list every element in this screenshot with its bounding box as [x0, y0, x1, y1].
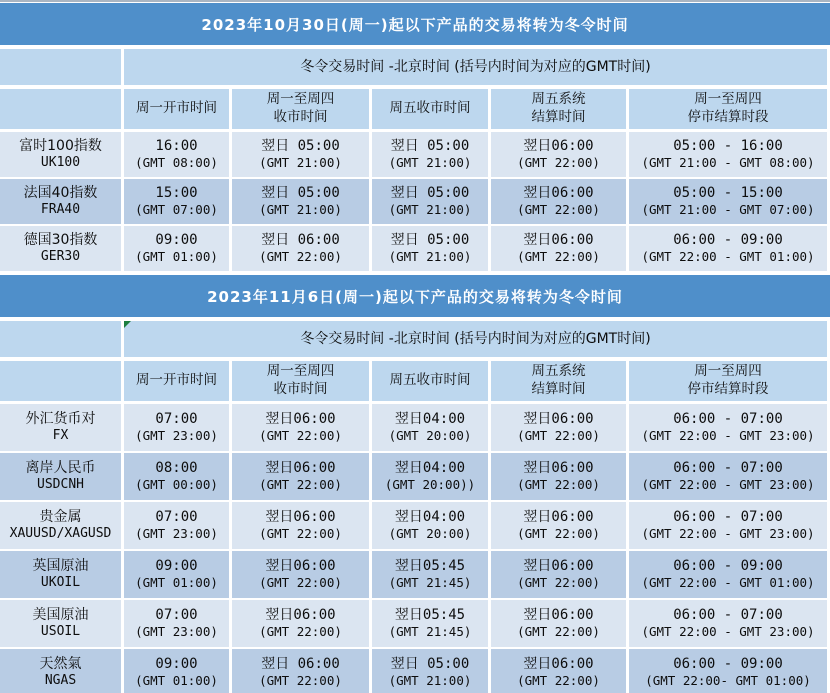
column-header-cell [232, 361, 369, 401]
time-cell [629, 453, 827, 500]
time-value: 翌日06:00 [265, 607, 336, 624]
product-cell [0, 179, 121, 224]
gmt-value: (GMT 22:00) [517, 477, 600, 493]
gmt-value: (GMT 21:00) [388, 673, 472, 689]
gmt-value: (GMT 22:00) [517, 249, 600, 265]
column-header-cell [124, 361, 229, 401]
time-cell [629, 226, 827, 271]
time-value: 05:00 - 16:00 [673, 138, 783, 155]
time-value: 翌日 05:00 [390, 138, 470, 155]
time-cell [629, 600, 827, 647]
product-cell [0, 649, 121, 693]
top-border [0, 0, 830, 2]
gmt-value: (GMT 20:00)) [384, 477, 476, 493]
gmt-value: (GMT 01:00) [135, 249, 218, 265]
gmt-value: (GMT 21:00) [388, 249, 472, 265]
time-value: 翌日 05:00 [261, 138, 340, 155]
column-header-line: 结算时间 [531, 381, 586, 397]
time-cell [629, 132, 827, 177]
gmt-value: (GMT 22:00 - GMT 23:00) [641, 526, 815, 542]
time-value: 07:00 [155, 509, 198, 526]
gmt-value: (GMT 22:00) [259, 575, 342, 591]
subheader-cell [124, 321, 827, 357]
time-cell [491, 600, 626, 647]
product-code: FX [52, 428, 69, 444]
column-header-cell [124, 89, 229, 129]
time-cell [372, 453, 488, 500]
time-value: 06:00 - 07:00 [673, 411, 783, 428]
time-value: 15:00 [155, 185, 198, 202]
time-cell [232, 502, 369, 549]
time-value: 翌日06:00 [523, 509, 594, 526]
product-cell [0, 132, 121, 177]
corner-cell [0, 89, 121, 129]
column-header-line: 周五收市时间 [389, 372, 471, 389]
column-header-line: 周五收市时间 [389, 100, 471, 117]
time-cell [372, 179, 488, 224]
product-code: XAUUSD/XAGUSD [9, 526, 112, 542]
gmt-value: (GMT 22:00) [259, 428, 342, 444]
time-value: 06:00 - 09:00 [673, 232, 783, 249]
time-cell [232, 551, 369, 598]
gmt-value: (GMT 21:00) [388, 155, 472, 171]
product-code: UK100 [40, 155, 81, 171]
column-header-cell [372, 89, 488, 129]
product-name: 富时100指数 [19, 137, 102, 154]
time-cell [372, 600, 488, 647]
time-value: 翌日04:00 [394, 411, 466, 428]
time-value: 翌日06:00 [265, 411, 336, 428]
time-value: 06:00 - 09:00 [673, 558, 783, 575]
gmt-value: (GMT 00:00) [135, 477, 218, 493]
column-header-line: 结算时间 [531, 109, 586, 125]
product-name: 英国原油 [32, 557, 89, 574]
time-cell [491, 502, 626, 549]
gmt-value: (GMT 07:00) [135, 202, 218, 218]
schedule-section-oct30 [0, 3, 830, 271]
corner-cell [0, 49, 121, 85]
time-value: 翌日06:00 [265, 509, 336, 526]
section-banner: 2023年11月6日(周一)起以下产品的交易将转为冬令时间 [0, 275, 830, 317]
column-header-line: 停市结算时段 [687, 381, 769, 397]
time-cell [232, 404, 369, 451]
time-value: 翌日 05:00 [261, 185, 340, 202]
time-value: 16:00 [155, 138, 198, 155]
product-code: GER30 [40, 249, 81, 265]
time-cell [372, 226, 488, 271]
time-value: 翌日06:00 [523, 185, 594, 202]
product-name: 天然氣 [39, 655, 82, 672]
product-cell [0, 226, 121, 271]
header-grid [0, 321, 827, 401]
time-cell [372, 502, 488, 549]
table-body [0, 132, 827, 271]
time-value: 翌日05:45 [394, 607, 466, 624]
time-cell [232, 453, 369, 500]
gmt-value: (GMT 22:00 - GMT 01:00) [641, 249, 815, 265]
time-value: 翌日06:00 [523, 411, 594, 428]
time-value: 翌日 05:00 [390, 656, 470, 673]
column-header-line: 周一至周四 [694, 91, 762, 108]
gmt-value: (GMT 20:00) [388, 526, 472, 542]
time-value: 翌日 06:00 [261, 656, 340, 673]
gmt-value: (GMT 22:00 - GMT 23:00) [641, 428, 815, 444]
gmt-value: (GMT 20:00) [388, 428, 472, 444]
gmt-value: (GMT 22:00) [259, 673, 342, 689]
column-header-cell [629, 89, 827, 129]
time-value: 翌日05:45 [394, 558, 466, 575]
column-header-line: 收市时间 [273, 381, 328, 397]
time-value: 09:00 [155, 558, 198, 575]
corner-cell [0, 361, 121, 401]
gmt-value: (GMT 22:00 - GMT 23:00) [641, 624, 815, 640]
subheader-text: 冬令交易时间 -北京时间 (括号内时间为对应的GMT时间) [300, 58, 651, 75]
time-cell [232, 600, 369, 647]
gmt-value: (GMT 21:00 - GMT 08:00) [641, 155, 815, 171]
gmt-value: (GMT 22:00 - GMT 01:00) [641, 575, 815, 591]
section-banner: 2023年10月30日(周一)起以下产品的交易将转为冬令时间 [0, 3, 830, 45]
gmt-value: (GMT 21:00) [259, 202, 342, 218]
subheader-text: 冬令交易时间 -北京时间 (括号内时间为对应的GMT时间) [300, 330, 651, 347]
column-header-line: 周一至周四 [266, 363, 335, 380]
product-name: 德国30指数 [23, 231, 98, 248]
gmt-value: (GMT 21:45) [388, 624, 472, 640]
time-cell [629, 649, 827, 693]
column-header-cell [491, 89, 626, 129]
column-header-line: 周五系统 [531, 91, 586, 108]
column-header-line: 收市时间 [273, 109, 328, 125]
product-cell [0, 502, 121, 549]
time-cell [491, 453, 626, 500]
product-name: 外汇货币对 [25, 410, 96, 427]
product-code: USDCNH [37, 477, 84, 493]
gmt-value: (GMT 21:45) [388, 575, 472, 591]
corner-cell [0, 321, 121, 357]
time-cell [372, 132, 488, 177]
gmt-value: (GMT 22:00 - GMT 23:00) [641, 477, 815, 493]
product-cell [0, 600, 121, 647]
time-value: 08:00 [155, 460, 198, 477]
time-cell [232, 649, 369, 693]
subheader-cell [124, 49, 827, 85]
product-code: USOIL [40, 624, 81, 640]
column-header-line: 周一开市时间 [136, 372, 217, 389]
column-header-cell [232, 89, 369, 129]
time-cell [372, 551, 488, 598]
gmt-value: (GMT 23:00) [135, 428, 218, 444]
gmt-value: (GMT 22:00) [517, 673, 600, 689]
time-value: 09:00 [155, 656, 198, 673]
product-name: 美国原油 [32, 606, 89, 623]
gmt-value: (GMT 22:00) [517, 526, 600, 542]
time-cell [124, 179, 229, 224]
time-cell [124, 649, 229, 693]
gmt-value: (GMT 01:00) [135, 673, 218, 689]
time-cell [491, 649, 626, 693]
time-value: 翌日 05:00 [390, 185, 470, 202]
time-cell [491, 132, 626, 177]
time-value: 翌日06:00 [523, 138, 594, 155]
time-cell [372, 404, 488, 451]
time-value: 翌日06:00 [523, 460, 594, 477]
gmt-value: (GMT 22:00) [517, 155, 600, 171]
time-value: 翌日 06:00 [261, 232, 340, 249]
gmt-value: (GMT 01:00) [135, 575, 218, 591]
header-grid [0, 49, 827, 129]
time-cell [124, 502, 229, 549]
product-code: NGAS [44, 673, 77, 689]
time-cell [491, 404, 626, 451]
time-value: 翌日04:00 [394, 509, 466, 526]
time-cell [491, 226, 626, 271]
product-name: 离岸人民币 [25, 459, 96, 476]
time-cell [232, 132, 369, 177]
gmt-value: (GMT 22:00) [517, 624, 600, 640]
gmt-value: (GMT 22:00) [259, 624, 342, 640]
time-value: 06:00 - 07:00 [673, 460, 783, 477]
column-header-line: 周一至周四 [694, 363, 762, 380]
time-cell [629, 551, 827, 598]
time-cell [629, 404, 827, 451]
gmt-value: (GMT 21:00) [388, 202, 472, 218]
gmt-value: (GMT 22:00) [517, 575, 600, 591]
product-name: 贵金属 [39, 508, 82, 525]
gmt-value: (GMT 08:00) [135, 155, 218, 171]
time-cell [124, 453, 229, 500]
time-value: 06:00 - 07:00 [673, 607, 783, 624]
gmt-value: (GMT 23:00) [135, 526, 218, 542]
column-header-cell [629, 361, 827, 401]
time-value: 翌日06:00 [265, 460, 336, 477]
gmt-value: (GMT 22:00) [259, 249, 342, 265]
time-value: 翌日06:00 [523, 607, 594, 624]
time-cell [491, 551, 626, 598]
time-cell [629, 502, 827, 549]
time-cell [491, 179, 626, 224]
gmt-value: (GMT 22:00- GMT 01:00) [645, 673, 811, 689]
time-cell [124, 551, 229, 598]
time-value: 07:00 [155, 411, 198, 428]
time-value: 翌日06:00 [523, 232, 594, 249]
product-name: 法国40指数 [23, 184, 98, 201]
column-header-cell [372, 361, 488, 401]
column-header-cell [491, 361, 626, 401]
time-value: 06:00 - 09:00 [673, 656, 783, 673]
time-cell [124, 132, 229, 177]
product-code: UKOIL [40, 575, 81, 591]
time-cell [232, 179, 369, 224]
comment-marker-icon [124, 321, 131, 328]
table-body [0, 404, 827, 693]
time-value: 翌日06:00 [523, 558, 594, 575]
time-cell [232, 226, 369, 271]
time-value: 翌日04:00 [394, 460, 466, 477]
product-cell [0, 551, 121, 598]
gmt-value: (GMT 23:00) [135, 624, 218, 640]
schedule-section-nov6 [0, 275, 830, 693]
column-header-line: 周一开市时间 [136, 100, 217, 117]
product-code: FRA40 [40, 202, 81, 218]
time-cell [124, 226, 229, 271]
gmt-value: (GMT 22:00) [517, 202, 600, 218]
time-value: 翌日06:00 [523, 656, 594, 673]
time-value: 06:00 - 07:00 [673, 509, 783, 526]
time-value: 09:00 [155, 232, 198, 249]
time-value: 05:00 - 15:00 [673, 185, 783, 202]
gmt-value: (GMT 21:00) [259, 155, 342, 171]
time-value: 07:00 [155, 607, 198, 624]
gmt-value: (GMT 22:00) [517, 428, 600, 444]
time-value: 翌日 05:00 [390, 232, 470, 249]
time-cell [124, 600, 229, 647]
time-cell [629, 179, 827, 224]
gmt-value: (GMT 22:00) [259, 477, 342, 493]
product-cell [0, 404, 121, 451]
column-header-line: 周一至周四 [266, 91, 335, 108]
column-header-line: 周五系统 [531, 363, 586, 380]
time-cell [124, 404, 229, 451]
gmt-value: (GMT 22:00) [259, 526, 342, 542]
time-cell [372, 649, 488, 693]
gmt-value: (GMT 21:00 - GMT 07:00) [641, 202, 815, 218]
time-value: 翌日06:00 [265, 558, 336, 575]
product-cell [0, 453, 121, 500]
column-header-line: 停市结算时段 [687, 109, 769, 125]
